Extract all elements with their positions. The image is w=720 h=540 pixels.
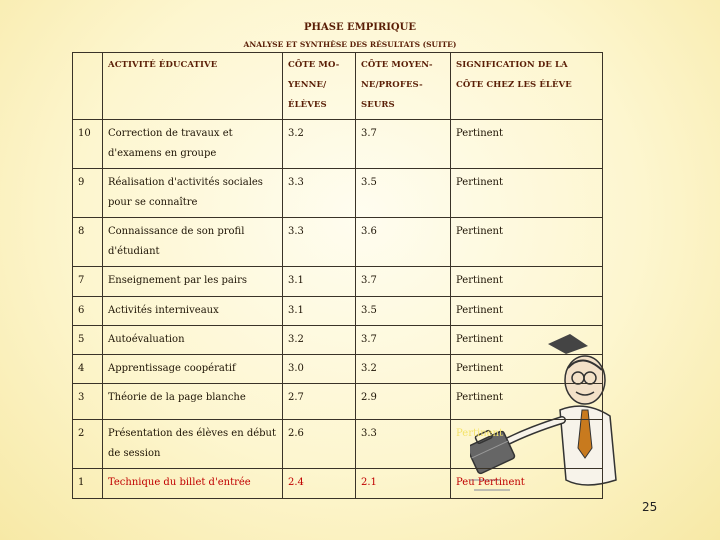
table-row bbox=[73, 120, 603, 169]
header-activity: ACTIVITÉ ÉDUCATIVE bbox=[103, 53, 283, 120]
slide-title: PHASE EMPIRIQUE bbox=[304, 22, 416, 33]
table-row bbox=[73, 355, 603, 384]
profs-cell: 3.3 bbox=[356, 420, 451, 469]
profs-cell: 3.2 bbox=[356, 355, 451, 384]
profs-cell: 2.1 bbox=[356, 469, 451, 499]
rank-cell: 9 bbox=[73, 169, 103, 218]
table-row bbox=[73, 469, 603, 499]
eleves-cell: 2.4 bbox=[283, 469, 356, 499]
rank-cell: 4 bbox=[73, 355, 103, 384]
table-row bbox=[73, 384, 603, 420]
eleves-cell: 3.1 bbox=[283, 267, 356, 297]
activity-cell: Présentation des élèves en début de session bbox=[103, 420, 283, 469]
rank-cell: 6 bbox=[73, 297, 103, 326]
activity-cell: Activités interniveaux bbox=[103, 297, 283, 326]
eleves-cell: 3.2 bbox=[283, 326, 356, 355]
profs-cell: 3.7 bbox=[356, 267, 451, 297]
profs-cell: 3.5 bbox=[356, 297, 451, 326]
table-row bbox=[73, 420, 603, 469]
signification-cell: Pertinent bbox=[451, 169, 603, 218]
activity-cell: Réalisation d'activités sociales pour se connaître bbox=[103, 169, 283, 218]
rank-cell: 8 bbox=[73, 218, 103, 267]
table-row bbox=[73, 169, 603, 218]
rank-cell: 3 bbox=[73, 384, 103, 420]
table-header-row bbox=[73, 53, 603, 120]
slide-subtitle: ANALYSE ET SYNTHÈSE DES RÉSULTATS (SUITE) bbox=[243, 40, 457, 49]
eleves-cell: 2.6 bbox=[283, 420, 356, 469]
rank-cell: 10 bbox=[73, 120, 103, 169]
activity-cell: Autoévaluation bbox=[103, 326, 283, 355]
rank-cell: 2 bbox=[73, 420, 103, 469]
results-table bbox=[72, 52, 603, 499]
profs-cell: 2.9 bbox=[356, 384, 451, 420]
profs-cell: 3.7 bbox=[356, 326, 451, 355]
header-signification: SIGNIFICATION DE LA CÔTE CHEZ LES ÉLÈVE bbox=[451, 53, 603, 120]
signification-cell: Pertinent bbox=[451, 120, 603, 169]
page-number: 25 bbox=[642, 500, 658, 514]
header-profs: CÔTE MOYEN-NE/PROFES-SEURS bbox=[356, 53, 451, 120]
signification-cell: Pertinent bbox=[451, 420, 603, 469]
signification-cell: Pertinent bbox=[451, 297, 603, 326]
header-eleves: CÔTE MO-YENNE/ ÉLÈVES bbox=[283, 53, 356, 120]
activity-cell: Théorie de la page blanche bbox=[103, 384, 283, 420]
signification-cell: Pertinent bbox=[451, 326, 603, 355]
header-rank bbox=[73, 53, 103, 120]
signification-cell: Pertinent bbox=[451, 355, 603, 384]
table-row bbox=[73, 326, 603, 355]
activity-cell: Enseignement par les pairs bbox=[103, 267, 283, 297]
table-row bbox=[73, 297, 603, 326]
eleves-cell: 3.3 bbox=[283, 169, 356, 218]
activity-cell: Apprentissage coopératif bbox=[103, 355, 283, 384]
eleves-cell: 3.3 bbox=[283, 218, 356, 267]
profs-cell: 3.7 bbox=[356, 120, 451, 169]
profs-cell: 3.5 bbox=[356, 169, 451, 218]
rank-cell: 7 bbox=[73, 267, 103, 297]
signification-cell: Pertinent bbox=[451, 218, 603, 267]
eleves-cell: 3.0 bbox=[283, 355, 356, 384]
eleves-cell: 2.7 bbox=[283, 384, 356, 420]
rank-cell: 5 bbox=[73, 326, 103, 355]
rank-cell: 1 bbox=[73, 469, 103, 499]
profs-cell: 3.6 bbox=[356, 218, 451, 267]
activity-cell: Connaissance de son profil d'étudiant bbox=[103, 218, 283, 267]
signification-cell: Pertinent bbox=[451, 384, 603, 420]
activity-cell: Correction de travaux et d'examens en groupe bbox=[103, 120, 283, 169]
table-row bbox=[73, 218, 603, 267]
signification-cell: Pertinent bbox=[451, 267, 603, 297]
eleves-cell: 3.1 bbox=[283, 297, 356, 326]
activity-cell: Technique du billet d'entrée bbox=[103, 469, 283, 499]
signification-cell: Peu Pertinent bbox=[451, 469, 603, 499]
eleves-cell: 3.2 bbox=[283, 120, 356, 169]
table-row bbox=[73, 267, 603, 297]
